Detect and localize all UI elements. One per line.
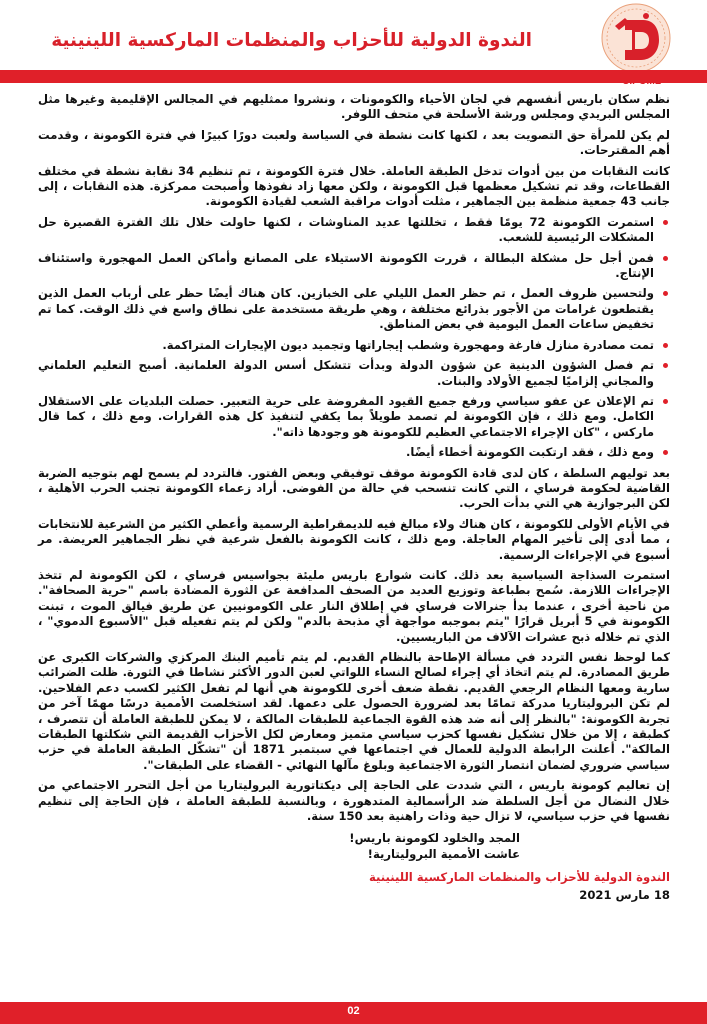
- list-item: تمت مصادرة منازل فارغة ومهجورة وشطب إيجاراتها وتجميد ديون الإيجارات المتراكمة.: [38, 338, 670, 353]
- page-header: [0, 0, 707, 68]
- closing-slogan-2: عاشت الأممية البروليتارية!: [367, 847, 520, 862]
- paragraph: إن تعاليم كومونة باريس ، التي شددت على الحاجة إلى ديكتاتورية البروليتاريا من أجل التحرر الاجتماعي من خلال النضال من أجل السلطة ضد الرأسمالية المتدهورة ، وبالنسبة للطبقة العاملة ، فإن الحاجة إلى تنظيم نفسها في حزب سياسي، لا تزال حية وذات راهنية بعد 150 سنة.: [38, 778, 670, 824]
- article-body: [38, 92, 670, 903]
- list-item: فمن أجل حل مشكلة البطالة ، قررت الكومونة الاستيلاء على المصانع وأماكن العمل المهجورة واستئناف الإنتاج.: [38, 251, 670, 282]
- signature-date: 18 مارس 2021: [579, 887, 670, 902]
- bullet-dot: [663, 291, 668, 296]
- bullet-dot: [663, 256, 668, 261]
- paragraph: نظم سكان باريس أنفسهم في لجان الأحياء والكومونات ، ونشروا ممثليهم في المجالس الإقليمية وغيرها مثل المجلس البريدي ومجلس ورشة الأسلحة في متحف اللوفر.: [38, 92, 670, 122]
- paragraph: لم يكن للمرأة حق التصويت بعد ، لكنها كانت نشطة في السياسة ولعبت دورًا كبيرًا في فترة الكومونة ، وقدمت أهم المقترحات.: [38, 127, 670, 158]
- signature-organization: الندوة الدولية للأحزاب والمنظمات الماركسية اللينينية: [369, 870, 670, 885]
- header-title: الندوة الدولية للأحزاب والمنظمات الماركسية اللينينية: [51, 30, 532, 51]
- bullet-dot: [663, 399, 668, 404]
- bullet-dot: [663, 220, 668, 225]
- paragraph: كما لوحظ نفس التردد في مسألة الإطاحة بالنظام القديم. لم يتم تأميم البنك المركزي والشركات الكبرى عن طريق المصادرة. لم يتم اتخاذ أي إجراء لصالح النساء اللواتي لعبن الدور الأكثر نشاطا في الثورة. ظلت الضرائب سارية ومعها النظام الرجعي القديم. نقطة ضعف أخرى للكومونة هي أنها لم تفعل الكثير لكسب دعم الفلاحين. لم تكن البروليتاريا مدركة تمامًا بعد لضرورة الحصول على دعمها. لقد استخلصت الأممية درسًا مهمًا آخر من تجربة الكومونة: "بالنظر إلى أنه ضد هذه القوة الجماعية للطبقات المالكة ، لا يمكن للطبقة العاملة أن تتصرف ، كطبقة ، إلا من خلال تشكيل نفسها كحزب سياسي متميز ومعارض لكل الأحزاب القديمة التي شكلتها الطبقات المالكة". أعلنت الرابطة الدولية للعمال في اجتماعها في سبتمبر 1871 أن "تشكّل الطبقة العاملة في حزب سياسي ضروري لضمان انتصار الثورة الاجتماعية وبلوغ مآلها النهائي - القضاء على الطبقات".: [38, 650, 670, 772]
- closing-block: [38, 830, 670, 862]
- closing-slogan-1: المجد والخلود لكومونة باريس!: [349, 831, 520, 846]
- bullet-dot: [663, 363, 668, 368]
- paragraph: في الأيام الأولى للكومونة ، كان هناك ولاء مبالغ فيه للديمقراطية الرسمية وأعطي الكثير من الشرعية للانتخابات ، مما أدى إلى تأخير المهام العاجلة. ومع ذلك ، كانت الكومونة بالفعل شرعية في نظر الجماهير العريضة. مر أسبوع في الإجراءات الرسمية.: [38, 516, 670, 562]
- list-item: تم الإعلان عن عفو سياسي ورفع جميع القيود المفروضة على حرية التعبير. حصلت البلديات على الاستقلال الكامل. ومع ذلك ، فإن الكومونة لم تصمد طويلاً بما يكفي لتنفيذ كل هذه القرارات. ومع ذلك ، كما قال ماركس ، "كان الإجراء الاجتماعي العظيم للكومونة هو وجودها ذاته".: [38, 394, 670, 440]
- bullet-dot: [663, 450, 668, 455]
- page-number: 02: [347, 1005, 360, 1017]
- list-item: تم فصل الشؤون الدينية عن شؤون الدولة وبدأت تتشكل أسس الدولة العلمانية. أصبح التعليم العلماني والمجاني إلزاميًا لجميع الأولاد والبنات.: [38, 358, 670, 389]
- cipoml-logo: [599, 2, 673, 74]
- paragraph: بعد توليهم السلطة ، كان لدى قادة الكومونة موقف توفيقي وبعض الفتور. فالتردد لم يسمح لهم بتوجيه الضربة القاضية لحكومة فرساي ، التي كانت تنسحب في حالة من الفوضى. أراد زعماء الكومونة تجنب الحرب الأهلية ، لكن البرجوازية هي التي بدأت الحرب.: [38, 465, 670, 511]
- page-footer: [0, 1002, 707, 1024]
- list-item: ومع ذلك ، فقد ارتكبت الكومونة أخطاء أيضًا.: [38, 445, 670, 460]
- paragraph: كانت النقابات من بين أدوات تدخل الطبقة العاملة. خلال فترة الكومونة ، تم تنظيم 34 نقابة نشطة في مختلف القطاعات، وقد تم تشكيل معظمها قبل الكومونة ، ولكن معها زاد نفوذها وأصبحت ممركزة. هذه النقابات ، إلى جانب 43 جمعية منظمة بين الجماهير ، مثلت أدوات مراقبة الشعب لقيادة الكومونة.: [38, 163, 671, 209]
- bullet-list: [38, 215, 670, 461]
- header-red-band: [0, 70, 707, 83]
- list-item: استمرت الكومونة 72 يومًا فقط ، تخللتها عديد المناوشات ، لكنها حاولت خلال تلك الفترة القصيرة حل المشكلات الرئيسية للشعب.: [38, 215, 670, 246]
- list-item: ولتحسين ظروف العمل ، تم حظر العمل الليلي على الخبازين. كان هناك أيضًا حظر على أرباب العمل الذين يقتطعون غرامات من الأجور بذرائع مختلفة ، وهي طريقة مستخدمة على نطاق واسع في ذلك الوقت. كما تم تخفيض ساعات العمل اليومية في بعض المناطق.: [38, 286, 670, 332]
- paragraph: استمرت السذاجة السياسية بعد ذلك. كانت شوارع باريس مليئة بجواسيس فرساي ، لكن الكومونة لم تتخذ الإجراءات اللازمة. سُمح بطباعة وتوزيع العديد من الصحف المدافعة عن الثورة المضادة باسم "حرية الصحافة". من ناحية أخرى ، عندما بدأ جنرالات فرساي في إطلاق النار على الكومونيين عن طريق فيالق الموت ، تبنت الكومونة في 5 أبريل قرارًا "يتم بموجبه مواجهة أي مذبحة بالدم" ولكن لم يتم تفعيله قبل "الأسبوع الدموي" ، الذي تم خلاله ذبح عشرات الآلاف من الباريسيين.: [38, 567, 670, 644]
- bullet-dot: [663, 343, 668, 348]
